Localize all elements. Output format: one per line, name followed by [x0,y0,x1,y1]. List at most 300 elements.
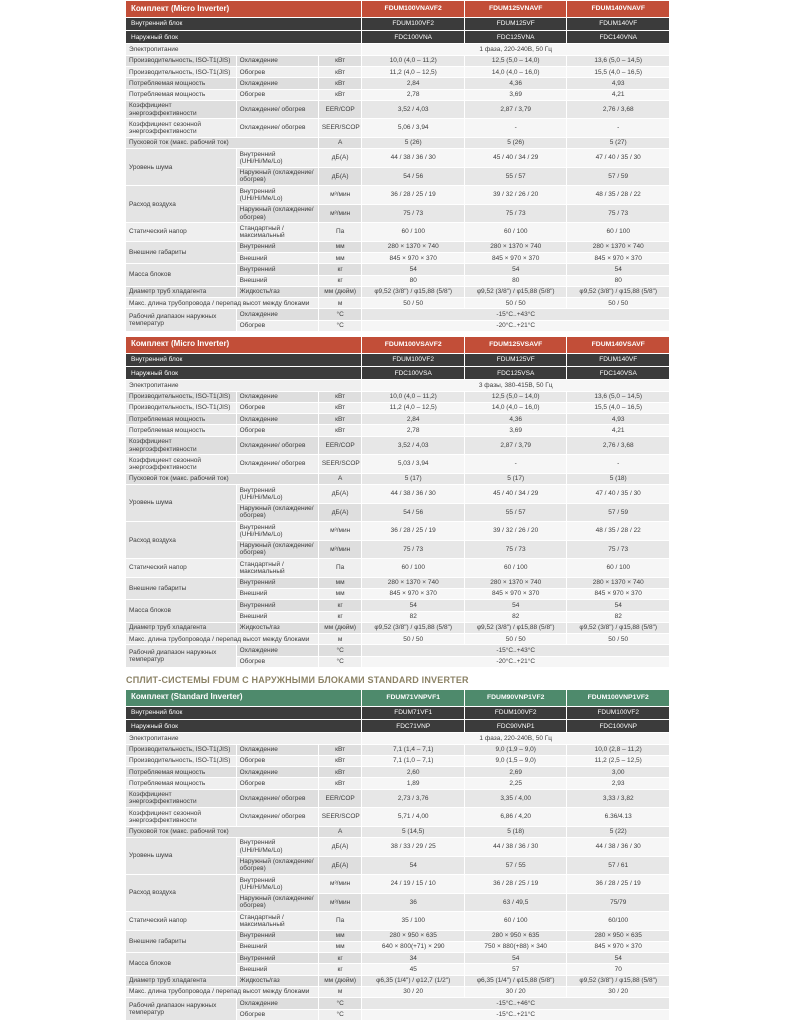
row-unit: кг [319,964,362,974]
row-value: 39 / 32 / 26 / 20 [465,522,567,540]
row-value: 75 / 73 [567,541,669,559]
row-value: 4,93 [567,78,669,88]
spec-table-micro-inverter-vsa [125,336,670,668]
table-row [126,67,669,77]
row-value: 45 [362,964,464,974]
row-sublabel: Обогрев [237,90,318,100]
row-value: 3,69 [465,90,567,100]
row-value: 54 [567,600,669,610]
indoor-unit-label: Внутренний блок [126,707,361,719]
indoor-unit-model: FDUM100VF2 [362,18,464,30]
row-value: 5 (22) [567,827,669,837]
table-row [126,414,669,424]
row-label: Диаметр труб хладагента [126,287,236,297]
row-label: Расход воздуха [126,186,236,222]
row-label: Производительность, ISO-T1(JIS) [126,745,236,755]
indoor-unit-row [126,707,669,719]
row-unit: кг [319,264,362,274]
model-header: FDUM100VNAVF2 [362,1,464,17]
row-sublabel: Наружный (охлаждение/обогрев) [237,168,318,186]
row-value: 54 [567,953,669,963]
row-sublabel: Обогрев [237,67,318,77]
row-unit: Па [319,223,362,241]
table-row [126,474,669,484]
row-sublabel: Охлаждение/ обогрев [237,808,318,826]
row-value-span: -15°С..+21°С [362,1010,669,1020]
standard-inverter-tables [125,689,670,1021]
indoor-unit-label: Внутренний блок [126,354,361,366]
table-row [126,309,669,319]
outdoor-unit-model: FDC125VSA [465,367,567,379]
row-value: 280 × 1370 × 740 [465,242,567,252]
row-value: 36 / 28 / 25 / 19 [362,186,464,204]
row-value: 2,93 [567,778,669,788]
row-value: 60 / 100 [567,223,669,241]
row-unit: м [319,987,362,997]
row-value: 60 / 100 [362,223,464,241]
row-value: 4,21 [567,425,669,435]
row-sublabel: Обогрев [237,756,318,766]
row-unit: кВт [319,778,362,788]
row-label: Пусковой ток (макс. рабочий ток) [126,474,318,484]
row-sublabel: Охлаждение [237,56,318,66]
row-value: 4,36 [465,78,567,88]
row-unit: м³/мин [319,541,362,559]
row-value: 280 × 1370 × 740 [465,578,567,588]
row-unit: °С [319,321,362,331]
row-label: Коэффициент сезонной энергоэффективности [126,808,236,826]
row-label: Расход воздуха [126,522,236,558]
model-header: FDUM100VNP1VF2 [567,690,669,706]
row-sublabel: Наружный (охлаждение/обогрев) [237,857,318,875]
row-unit: SEER/SCOP [319,119,362,137]
row-value: 10,0 (4,0 – 11,2) [362,56,464,66]
row-sublabel: Внутренний [237,931,318,941]
row-value: 50 / 50 [465,634,567,644]
row-sublabel: Стандартный / максимальный [237,912,318,930]
model-header: FDUM71VNPVF1 [362,690,464,706]
row-sublabel: Обогрев [237,778,318,788]
row-label: Потребляемая мощность [126,425,236,435]
row-label: Электропитание [126,380,361,390]
row-value: 11,2 (2,5 – 12,5) [567,756,669,766]
row-label: Рабочий диапазон наружных температур [126,645,236,667]
row-sublabel: Охлаждение/ обогрев [237,119,318,137]
row-value: 80 [465,276,567,286]
row-value: 82 [567,612,669,622]
row-value: - [465,455,567,473]
row-value: 2,73 / 3,76 [362,790,464,808]
row-value: 75 / 73 [362,205,464,223]
row-value: 45 / 40 / 34 / 29 [465,485,567,503]
row-value: 2,76 / 3,68 [567,437,669,455]
table-row [126,44,669,54]
table-row [126,756,669,766]
row-unit: мм [319,253,362,263]
row-value: 12,5 (5,0 – 14,0) [465,392,567,402]
spec-table-micro-inverter-vna [125,0,670,332]
model-header: FDUM140VNAVF [567,1,669,17]
row-unit: Па [319,912,362,930]
row-sublabel: Охлаждение [237,414,318,424]
row-unit: мм (дюйм) [319,623,362,633]
row-sublabel: Внутренний (UHi/Hi/Me/Lo) [237,149,318,167]
row-value: 75 / 73 [465,541,567,559]
outdoor-unit-row [126,720,669,732]
table-row [126,101,669,119]
row-sublabel: Охлаждение/ обогрев [237,790,318,808]
row-sublabel: Внутренний (UHi/Hi/Me/Lo) [237,485,318,503]
row-value: 15,5 (4,0 – 16,5) [567,67,669,77]
table-row [126,264,669,274]
row-unit: дБ(А) [319,838,362,856]
row-value: 845 × 970 × 370 [465,253,567,263]
row-sublabel: Внутренний [237,600,318,610]
table-row [126,119,669,137]
row-value: 845 × 970 × 370 [362,253,464,263]
row-label: Пусковой ток (макс. рабочий ток) [126,827,318,837]
row-unit: кВт [319,67,362,77]
row-value: 44 / 38 / 36 / 30 [465,838,567,856]
row-value: 2,60 [362,767,464,777]
row-value: 54 [465,953,567,963]
row-unit: дБ(А) [319,149,362,167]
row-label: Коэффициент сезонной энергоэффективности [126,455,236,473]
row-sublabel: Охлаждение [237,392,318,402]
table-row [126,287,669,297]
row-unit: дБ(А) [319,485,362,503]
row-sublabel: Наружный (охлаждение/обогрев) [237,504,318,522]
row-value: 54 [362,264,464,274]
row-label: Потребляемая мощность [126,767,236,777]
row-unit: м³/мин [319,894,362,912]
row-unit: Па [319,559,362,577]
row-unit: А [319,827,362,837]
row-value: 2,87 / 3,79 [465,101,567,119]
row-value: 6.36/4.13 [567,808,669,826]
outdoor-unit-label: Наружный блок [126,367,361,379]
row-value: φ9,52 (3/8") / φ15,88 (5/8") [362,623,464,633]
row-value: 54 / 56 [362,504,464,522]
row-value: 5 (27) [567,138,669,148]
row-label: Коэффициент сезонной энергоэффективности [126,119,236,137]
row-unit: EER/COP [319,437,362,455]
row-value: 5,71 / 4,00 [362,808,464,826]
row-value: φ9,52 (3/8") / φ15,88 (5/8") [465,623,567,633]
row-sublabel: Наружный (охлаждение/обогрев) [237,894,318,912]
row-value: 54 [362,857,464,875]
row-value: 7,1 (1,0 – 7,1) [362,756,464,766]
row-sublabel: Охлаждение/ обогрев [237,437,318,455]
outdoor-unit-label: Наружный блок [126,720,361,732]
row-value-span: 1 фаза, 220-240В, 50 Гц [362,733,669,743]
row-value: 5,03 / 3,94 [362,455,464,473]
row-value: 36 / 28 / 25 / 19 [567,875,669,893]
row-value: 6,86 / 4,20 [465,808,567,826]
row-unit: м [319,634,362,644]
table-row [126,223,669,241]
row-sublabel: Обогрев [237,403,318,413]
row-label: Внешние габариты [126,242,236,264]
row-value: 30 / 20 [362,987,464,997]
row-sublabel: Внутренний [237,578,318,588]
row-label: Производительность, ISO-T1(JIS) [126,56,236,66]
row-label: Расход воздуха [126,875,236,911]
row-unit: кг [319,600,362,610]
row-label: Потребляемая мощность [126,78,236,88]
row-unit: °С [319,1010,362,1020]
row-sublabel: Обогрев [237,1010,318,1020]
row-unit: дБ(А) [319,504,362,522]
row-value: 3,33 / 3,82 [567,790,669,808]
row-value: 50 / 50 [362,634,464,644]
row-value: 82 [465,612,567,622]
row-unit: кВт [319,414,362,424]
row-value: 57 / 59 [567,168,669,186]
row-value: 13,6 (5,0 – 14,5) [567,392,669,402]
row-value: 280 × 1370 × 740 [362,578,464,588]
row-label: Электропитание [126,44,361,54]
table-row [126,912,669,930]
row-value: 60/100 [567,912,669,930]
row-value: 280 × 950 × 635 [362,931,464,941]
row-value: 5,06 / 3,94 [362,119,464,137]
row-value: 9,0 (1,9 – 9,0) [465,745,567,755]
row-unit: кВт [319,767,362,777]
row-label: Потребляемая мощность [126,778,236,788]
row-unit: дБ(А) [319,168,362,186]
row-unit: °С [319,645,362,655]
row-label: Коэффициент энергоэффективности [126,101,236,119]
row-label: Диаметр труб хладагента [126,623,236,633]
outdoor-unit-model: FDC125VNA [465,31,567,43]
row-value: 30 / 20 [465,987,567,997]
row-value: 2,25 [465,778,567,788]
outdoor-unit-model: FDC71VNP [362,720,464,732]
row-value: 45 / 40 / 34 / 29 [465,149,567,167]
row-label: Масса блоков [126,600,236,622]
row-sublabel: Внутренний [237,242,318,252]
row-unit: А [319,474,362,484]
row-value: 12,5 (5,0 – 14,0) [465,56,567,66]
model-header: FDUM90VNP1VF2 [465,690,567,706]
row-value: φ9,52 (3/8") / φ15,88 (5/8") [567,287,669,297]
table-row [126,380,669,390]
row-label: Электропитание [126,733,361,743]
row-sublabel: Внутренний [237,264,318,274]
row-value: 4,36 [465,414,567,424]
kit-header-label: Комплект (Micro Inverter) [126,337,361,353]
row-value: 7,1 (1,4 – 7,1) [362,745,464,755]
table-row [126,645,669,655]
row-unit: мм (дюйм) [319,976,362,986]
row-label: Потребляемая мощность [126,90,236,100]
row-value: 82 [362,612,464,622]
row-unit: SEER/SCOP [319,808,362,826]
row-value-span: -20°С..+21°С [362,657,669,667]
row-sublabel: Охлаждение [237,767,318,777]
row-sublabel: Обогрев [237,425,318,435]
table-row [126,976,669,986]
row-sublabel: Жидкость/газ [237,623,318,633]
row-value: 5 (26) [362,138,464,148]
row-label: Уровень шума [126,149,236,185]
table-row [126,875,669,893]
kit-header-label: Комплект (Standard Inverter) [126,690,361,706]
row-value: 35 / 100 [362,912,464,930]
table-row [126,149,669,167]
row-value: 845 × 970 × 370 [567,589,669,599]
row-sublabel: Внешний [237,589,318,599]
row-label: Макс. длина трубопровода / перепад высот между блоками [126,987,318,997]
table-row [126,242,669,252]
row-value: 47 / 40 / 35 / 30 [567,149,669,167]
row-value: 60 / 100 [465,559,567,577]
row-value: 57 / 61 [567,857,669,875]
row-sublabel: Внешний [237,612,318,622]
section-heading: СПЛИТ-СИСТЕМЫ FDUM С НАРУЖНЫМИ БЛОКАМИ STANDARD INVERTER [126,674,469,685]
spec-table-standard-inverter [125,689,670,1021]
row-value: 14,0 (4,0 – 16,0) [465,403,567,413]
row-sublabel: Жидкость/газ [237,976,318,986]
table-row [126,838,669,856]
row-value: 3,35 / 4,00 [465,790,567,808]
row-value-span: -20°С..+21°С [362,321,669,331]
row-value: 2,69 [465,767,567,777]
table-row [126,455,669,473]
row-unit: кг [319,276,362,286]
row-sublabel: Охлаждение [237,78,318,88]
row-value: 280 × 1370 × 740 [362,242,464,252]
row-value: 57 / 55 [465,857,567,875]
row-value: 75/79 [567,894,669,912]
row-value: 24 / 19 / 15 / 10 [362,875,464,893]
kit-header-label: Комплект (Micro Inverter) [126,1,361,17]
indoor-unit-model: FDUM71VF1 [362,707,464,719]
row-value: φ9,52 (3/8") / φ15,88 (5/8") [362,287,464,297]
row-sublabel: Охлаждение/ обогрев [237,455,318,473]
table-row [126,808,669,826]
row-value: 4,21 [567,90,669,100]
row-value: 60 / 100 [362,559,464,577]
row-label: Коэффициент энергоэффективности [126,790,236,808]
row-sublabel: Внешний [237,942,318,952]
row-sublabel: Наружный (охлаждение/обогрев) [237,205,318,223]
row-label: Статический напор [126,912,236,930]
row-sublabel: Внешний [237,253,318,263]
row-value: 280 × 1370 × 740 [567,242,669,252]
row-value: 55 / 57 [465,504,567,522]
row-sublabel: Наружный (охлаждение/обогрев) [237,541,318,559]
row-value: 3,52 / 4,03 [362,437,464,455]
table-row [126,600,669,610]
row-sublabel: Обогрев [237,657,318,667]
row-value: 34 [362,953,464,963]
row-value: φ6,35 (1/4") / φ12,7 (1/2") [362,976,464,986]
row-value: 60 / 100 [465,912,567,930]
row-sublabel: Внутренний (UHi/Hi/Me/Lo) [237,522,318,540]
row-value: 54 [465,600,567,610]
row-value: 5 (18) [465,827,567,837]
table-row [126,90,669,100]
table-row [126,403,669,413]
row-value: 60 / 100 [465,223,567,241]
row-label: Коэффициент энергоэффективности [126,437,236,455]
row-unit: мм [319,242,362,252]
row-value: 50 / 50 [465,298,567,308]
kit-header-row [126,1,669,17]
kit-header-row [126,337,669,353]
row-value: 280 × 950 × 635 [465,931,567,941]
row-value: 54 [362,600,464,610]
row-unit: SEER/SCOP [319,455,362,473]
row-label: Рабочий диапазон наружных температур [126,309,236,331]
row-unit: кг [319,953,362,963]
indoor-unit-row [126,18,669,30]
row-value-span: 1 фаза, 220-240В, 50 Гц [362,44,669,54]
row-sublabel: Внешний [237,276,318,286]
model-header: FDUM125VNAVF [465,1,567,17]
row-value-span: -15°С..+43°С [362,645,669,655]
indoor-unit-model: FDUM140VF [567,354,669,366]
outdoor-unit-model: FDC140VSA [567,367,669,379]
row-sublabel: Внешний [237,964,318,974]
row-label: Производительность, ISO-T1(JIS) [126,403,236,413]
row-value: 44 / 38 / 36 / 30 [362,485,464,503]
row-unit: кВт [319,403,362,413]
table-row [126,578,669,588]
table-row [126,953,669,963]
row-value: 280 × 1370 × 740 [567,578,669,588]
row-sublabel: Внутренний (UHi/Hi/Me/Lo) [237,186,318,204]
row-value: 9,0 (1,5 – 9,0) [465,756,567,766]
spec-sheet [125,0,670,1021]
row-value: 75 / 73 [362,541,464,559]
row-value: 2,78 [362,90,464,100]
row-value-span: -15°С..+46°С [362,998,669,1008]
row-value: 54 / 56 [362,168,464,186]
row-value: 30 / 20 [567,987,669,997]
row-label: Статический напор [126,559,236,577]
table-row [126,186,669,204]
row-value: 2,76 / 3,68 [567,101,669,119]
row-unit: °С [319,309,362,319]
row-unit: мм [319,931,362,941]
row-value: 1,89 [362,778,464,788]
outdoor-unit-row [126,31,669,43]
indoor-unit-label: Внутренний блок [126,18,361,30]
row-value: 5 (17) [465,474,567,484]
table-row [126,778,669,788]
row-unit: кВт [319,78,362,88]
row-label: Производительность, ISO-T1(JIS) [126,756,236,766]
row-value: 5 (18) [567,474,669,484]
row-value: 5 (26) [465,138,567,148]
table-row [126,425,669,435]
row-value: 48 / 35 / 28 / 22 [567,186,669,204]
row-value: 50 / 50 [567,634,669,644]
row-unit: кВт [319,756,362,766]
row-value: 57 / 59 [567,504,669,522]
row-label: Макс. длина трубопровода / перепад высот между блоками [126,634,318,644]
row-unit: кг [319,612,362,622]
row-value: 280 × 950 × 635 [567,931,669,941]
indoor-unit-model: FDUM140VF [567,18,669,30]
row-unit: EER/COP [319,101,362,119]
row-value: 48 / 35 / 28 / 22 [567,522,669,540]
row-value: 10,0 (2,8 – 11,2) [567,745,669,755]
row-unit: °С [319,657,362,667]
